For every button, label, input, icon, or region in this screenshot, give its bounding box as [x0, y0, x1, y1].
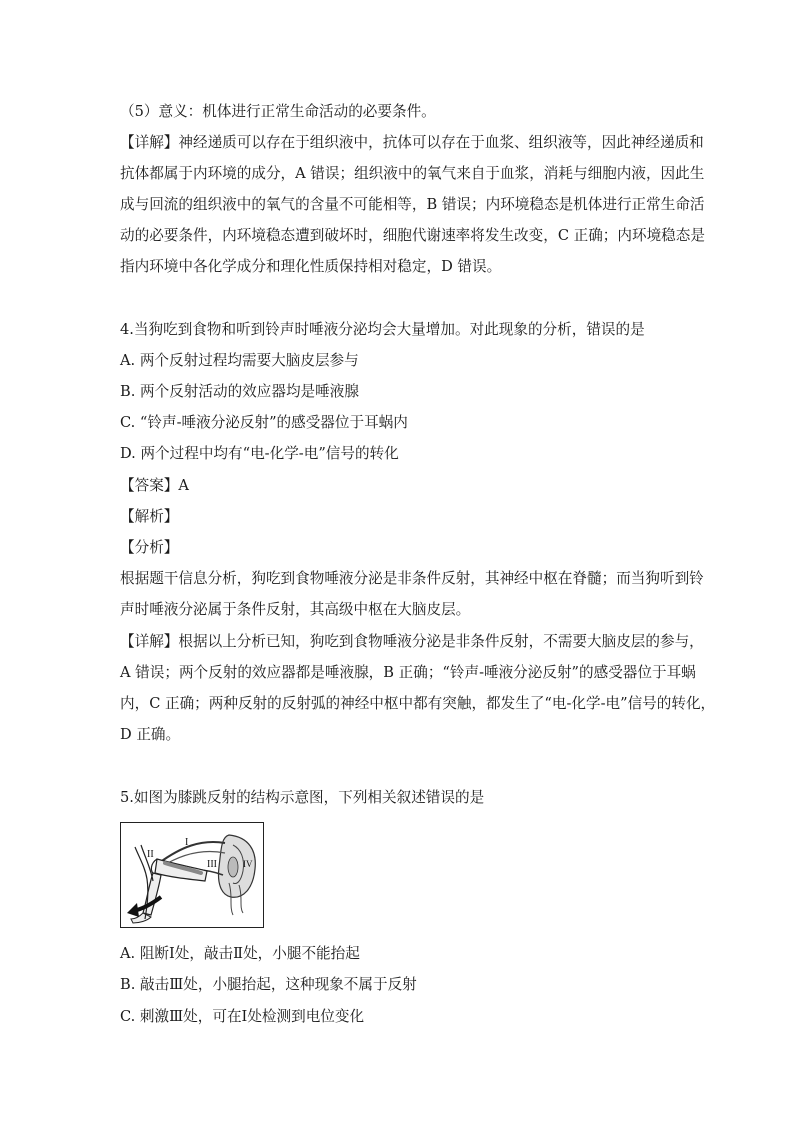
q4-analysis-line: 声时唾液分泌属于条件反射，其高级中枢在大脑皮层。: [120, 601, 471, 618]
prev-detail-line: 成与回流的组织液中的氧气的含量不可能相等，B 错误；内环境稳态是机体进行正常生命活: [120, 196, 705, 213]
q5-option-a: A. 阻断Ⅰ处，敲击Ⅱ处，小腿不能抬起: [120, 945, 360, 962]
figure-label-iii: III: [207, 859, 217, 870]
figure-label-iv: IV: [243, 859, 253, 869]
q4-option-c: C. “铃声-唾液分泌反射”的感受器位于耳蜗内: [120, 414, 408, 431]
q4-analysis-sub: 【分析】: [120, 539, 179, 556]
figure-label-ii: II: [147, 849, 154, 860]
prev-detail-line: 指内环境中各化学成分和理化性质保持相对稳定，D 错误。: [120, 258, 502, 275]
prev-item-5: （5）意义：机体进行正常生命活动的必要条件。: [120, 103, 436, 120]
q4-detail-line: 【详解】根据以上分析已知，狗吃到食物唾液分泌是非条件反射，不需要大脑皮层的参与，: [120, 633, 704, 650]
q4-answer: 【答案】A: [120, 477, 189, 494]
q4-analysis-line: 根据题干信息分析，狗吃到食物唾液分泌是非条件反射，其神经中枢在脊髓；而当狗听到铃: [120, 570, 704, 587]
q5-stem: 5.如图为膝跳反射的结构示意图，下列相关叙述错误的是: [120, 789, 485, 806]
q5-option-c: C. 刺激Ⅲ处，可在Ⅰ处检测到电位变化: [120, 1008, 365, 1025]
q4-option-d: D. 两个过程中均有“电-化学-电”信号的转化: [120, 445, 399, 462]
prev-detail-line: 【详解】神经递质可以存在于组织液中，抗体可以存在于血浆、组织液等，因此神经递质和: [120, 134, 704, 151]
q4-detail-line: D 正确。: [120, 726, 181, 743]
q4-option-b: B. 两个反射活动的效应器均是唾液腺: [120, 383, 359, 400]
figure-label-i: I: [185, 837, 189, 848]
q4-detail-line: A 错误；两个反射的效应器都是唾液腺，B 正确；“铃声-唾液分泌反射”的感受器位于耳蜗: [120, 664, 696, 681]
q4-option-a: A. 两个反射过程均需要大脑皮层参与: [120, 352, 359, 369]
prev-detail-line: 动的必要条件，内环境稳态遭到破坏时，细胞代谢速率将发生改变，C 正确；内环境稳态是: [120, 227, 705, 244]
prev-detail-line: 抗体都属于内环境的成分，A 错误；组织液中的氧气来自于血浆，消耗与细胞内液，因此生: [120, 165, 705, 182]
knee-jerk-reflex-figure: [120, 822, 264, 928]
q4-stem: 4.当狗吃到食物和听到铃声时唾液分泌均会大量增加。对此现象的分析，错误的是: [120, 321, 645, 338]
q5-option-b: B. 敲击Ⅲ处，小腿抬起，这种现象不属于反射: [120, 976, 417, 993]
q4-analysis-heading: 【解析】: [120, 508, 179, 525]
q4-detail-line: 内，C 正确；两种反射的反射弧的神经中枢中都有突触，都发生了“电-化学-电”信号的转化，: [120, 695, 716, 712]
